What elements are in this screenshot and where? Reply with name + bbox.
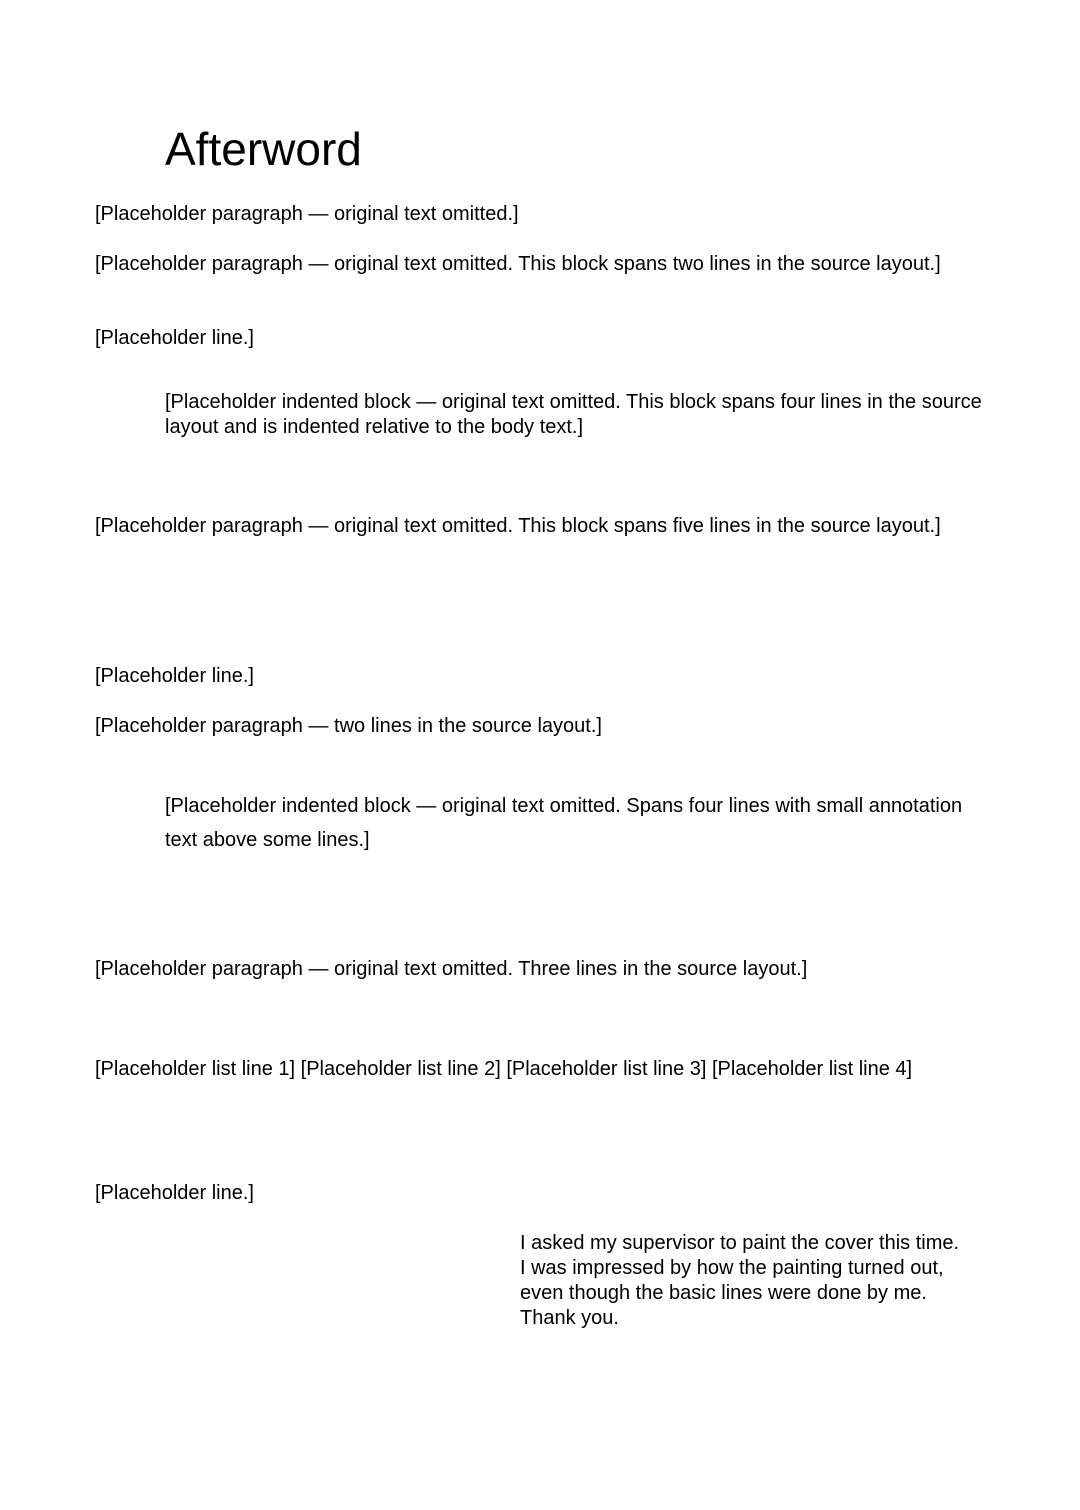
- indented-paragraph: [Placeholder indented block — original text omitted. Spans four lines with small annotation text above some lines.]: [165, 795, 963, 851]
- paragraph: [Placeholder paragraph — original text omitted. Three lines in the source layout.]: [95, 958, 808, 980]
- paragraph: [Placeholder paragraph — original text omitted. This block spans two lines in the source layout.]: [95, 253, 941, 275]
- paragraph: [Placeholder list line 1] [Placeholder list line 2] [Placeholder list line 3] [Placeholder list line 4]: [95, 1058, 913, 1080]
- paragraph: [Placeholder paragraph — original text omitted.]: [95, 203, 519, 225]
- paragraph: [Placeholder line.]: [95, 1182, 254, 1204]
- paragraph: [Placeholder paragraph — original text omitted. This block spans five lines in the source layout.]: [95, 515, 941, 537]
- paragraph: [Placeholder line.]: [95, 665, 254, 687]
- closing-paragraph: I asked my supervisor to paint the cover this time. I was impressed by how the painting turned out, even though the basic lines were done by me. Thank you.: [520, 1232, 960, 1329]
- paragraph: [Placeholder line.]: [95, 327, 254, 349]
- page-title: Afterword: [165, 123, 362, 175]
- paragraph: [Placeholder paragraph — two lines in the source layout.]: [95, 715, 602, 737]
- indented-paragraph: [Placeholder indented block — original text omitted. This block spans four lines in the source layout and is indented relative to the body text.]: [165, 391, 982, 438]
